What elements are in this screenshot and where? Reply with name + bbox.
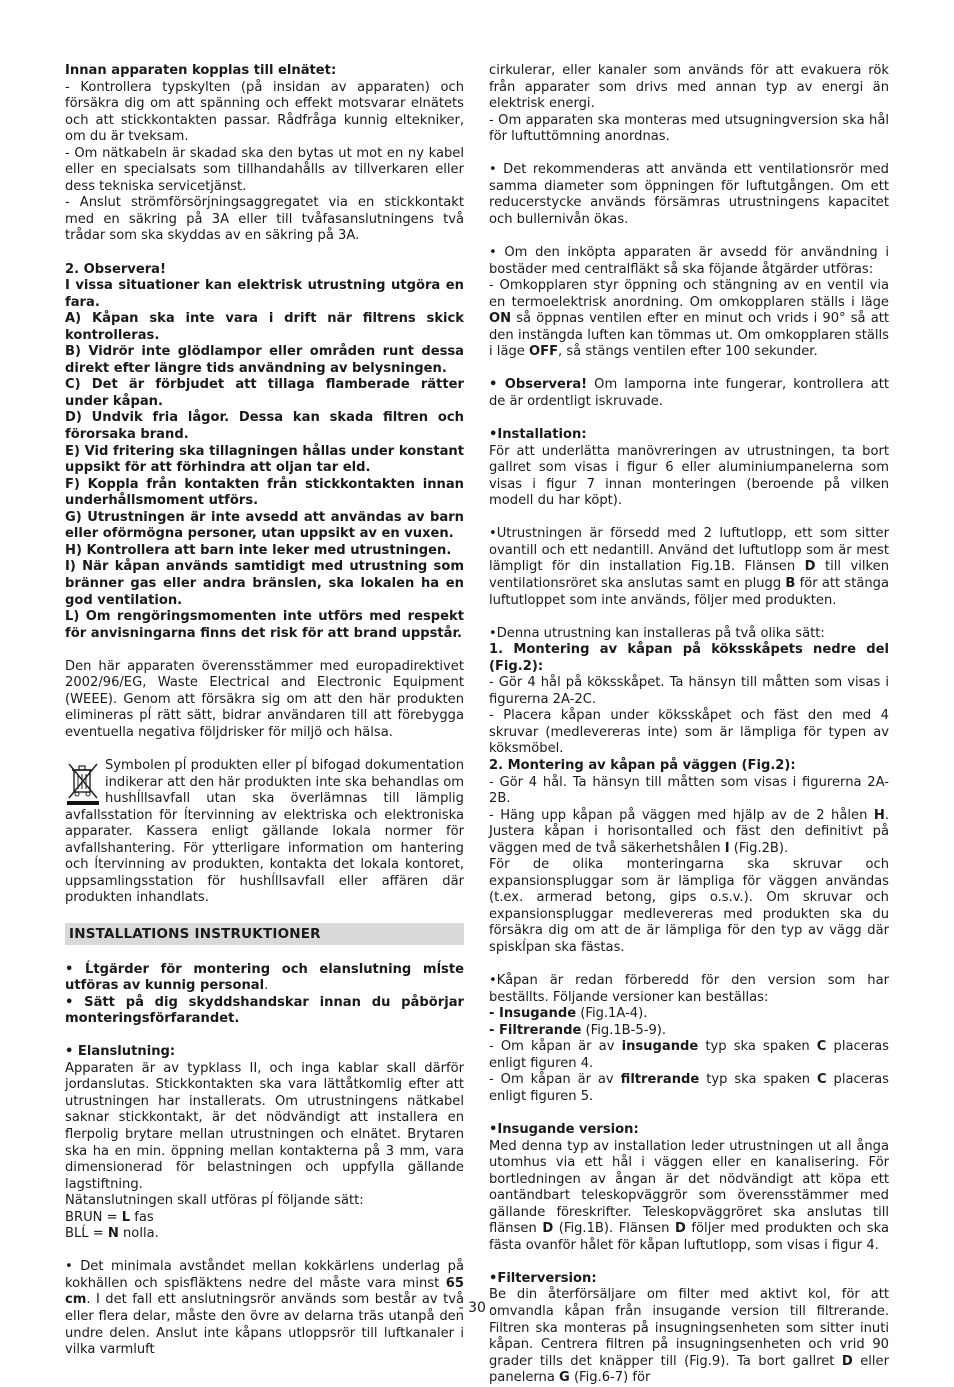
warning-line: B) Vidrör inte glödlampor eller områden runt dessa direkt efter längre tids användning av belysningen. <box>65 344 464 376</box>
crossed-bin-icon <box>65 760 101 806</box>
section-title: 2. Observera! <box>65 261 166 277</box>
paragraph: - Gör 4 hål. Ta hänsyn till måtten som visas i figurerna 2A-2B. <box>489 774 889 807</box>
section-title: • Elanslutning: <box>65 1044 176 1060</box>
paragraph: Be din återförsäljare om filter med aktivt kol, för att omvandla kåpan från insugande version till filtrerande. Filtren ska monteras på insugningsenheten som sitter inuti kåpan. Centrera filtren på insugningsenheten och vrid 90 grader tills det knäpper till (Fig.9). Ta bort gallret D eller panelerna G (Fig.6-7) för <box>489 1287 889 1386</box>
section-title: •Filterversion: <box>489 1270 597 1286</box>
install-note-2: • Sätt på dig skyddshandskar innan du påbörjar monteringsförfarandet. <box>65 994 464 1027</box>
paragraph: Apparaten är av typklass II, och inga kablar skall därför jordanslutas. Stickkontakten ska vara lättåtkomlig efter att utrustningen har installerats. Om utrustningens nätkabel saknar stickkontakt, är det nödvändigt att installera en flerpolig brytare mellan utrustningen och elnätet. Brytaren ska ha en min. öppning mellan kontakterna på 3 mm, vara dimensionerad för belastningen och uppfylla gällande lagstiftning. <box>65 1060 464 1192</box>
paragraph: •Kåpan är redan förberedd för den version som har beställts. Följande versioner kan beställas: <box>489 973 889 1005</box>
page-number: - 30 - <box>458 1300 496 1316</box>
paragraph: • Observera! Om lamporna inte fungerar, kontrollera att de är ordentligt iskruvade. <box>489 377 889 409</box>
paragraph: - Anslut strömförsörjningsaggregatet via en stickkontakt med en säkring på 3A eller till tvåfasanslutningens två trådar som ska skyddas av en säkring på 3A. <box>65 195 464 244</box>
warning-line: I) När kåpan används samtidigt med utrustning som bränner gas eller andra bränslen, ska lokalen ha en god ventilation. <box>65 559 464 608</box>
paragraph: - Placera kåpan under köksskåpet och fäst den med 4 skruvar (medlevereras inte) som är lämpliga för typen av köksmöbel. <box>489 708 889 757</box>
paragraph: •Denna utrustning kan installeras på två olika sätt: <box>489 625 825 641</box>
right-column <box>489 63 889 1387</box>
version-item: - Filtrerande (Fig.1B-5-9). <box>489 1022 667 1038</box>
section-title: 2. Montering av kåpan på väggen (Fig.2): <box>489 757 796 773</box>
symbol-paragraph: Symbolen pĺ produkten eller pĺ bifogad dokumentation indikerar att den här produkten inte ska behandlas om hushĺllsavfall utan ska överlämnas till lämplig avfallsstation för ĺtervinning av elektriska och elektroniska apparater. Kassera enligt gällande lokala normer för avfallshantering. För ytterligare information om hantering och ĺtervinning av produkten, kontakta det lokala kontoret, uppsamlingsstation för hushĺllsavfall eller affären där produkten inhandlats. <box>65 757 464 906</box>
warning-line: I vissa situationer kan elektrisk utrustning utgöra en fara. <box>65 278 464 310</box>
section-title: •Installation: <box>489 427 587 443</box>
version-item: - Insugande (Fig.1A-4). <box>489 1006 648 1022</box>
paragraph: - Om kåpan är av insugande typ ska spaken C placeras enligt figuren 4. <box>489 1039 889 1071</box>
wire-brown: BRUN = L fas <box>65 1209 154 1225</box>
section-title: Innan apparaten kopplas till elnätet: <box>65 63 337 78</box>
paragraph: Med denna typ av installation leder utrustningen ut all ånga utomhus via ett hål i väggen eller en kanalisering. För bortledningen av ångan är det nödvändigt att köpa ett oantändbart teleskopväggrör som överensstämmer med gällande föreskrifter. Teleskopväggröret ska anslutas till flänsen D (Fig.1B). Flänsen D följer med produkten och ska fästa ovanför hålet för kåpan luftutlopp, som visas i figur 4. <box>489 1138 889 1253</box>
warning-line: L) Om rengöringsmomenten inte utförs med respekt för anvisningarna finns det risk för att brand uppstår. <box>65 609 464 641</box>
warning-line: D) Undvik fria lågor. Dessa kan skada filtren och förorsaka brand. <box>65 410 464 443</box>
paragraph: - Kontrollera typskylten (på insidan av apparaten) och försäkra dig om att spänning och effekt motsvarar elnätets och att stickkontakten passar. Rådfråga kunnig eltekniker, om du är tveksam. <box>65 79 464 145</box>
warning-line: H) Kontrollera att barn inte leker med utrustningen. <box>65 542 452 558</box>
section-heading: INSTALLATIONS INSTRUKTIONER <box>65 923 464 945</box>
paragraph: För att underlätta manövreringen av utrustningen, ta bort gallret som visas i figur 6 eller aluminiumpanelerna som visas i figur 7 innan monteringen (beroende på vilken modell du har köpt). <box>489 443 889 509</box>
paragraph: - Omkopplaren styr öppning och stängning av en ventil via en termoelektrisk anordning. Om omkopplaren ställs i läge ON så öppnas ventilen efter en minut och vrids i 90° så att den instängda luften kan tömmas ut. Om omkopplaren ställs i läge OFF, så stängs ventilen efter 100 sekunder. <box>489 278 889 360</box>
paragraph: Nätanslutningen skall utföras pĺ följande sätt: <box>65 1193 364 1209</box>
wire-blue: BLĹ = N nolla. <box>65 1226 159 1242</box>
warning-line: E) Vid fritering ska tillagningen hållas under konstant uppsikt för att förhindra att oljan tar eld. <box>65 443 464 476</box>
section-title: 1. Montering av kåpan på köksskåpets nedre del (Fig.2): <box>489 642 889 674</box>
paragraph: • Om den inköpta apparaten är avsedd för användning i bostäder med centralfläkt så ska föjande åtgärder utföras: <box>489 245 889 277</box>
install-note-1: • Ĺtgärder för montering och elanslutning mĺste utföras av kunnig personal. <box>65 961 464 994</box>
paragraph: - Om apparaten ska monteras med utsugningversion ska hål för luftuttömning anordnas. <box>489 112 889 145</box>
left-column <box>65 63 464 1359</box>
paragraph: • Det minimala avståndet mellan kokkärlens underlag på kokhällen och spisfläktens nedre del måste vara minst 65 cm. I det fall ett anslutningsrör används som består av två eller flera delar, måste den övre av delarna träs utanpå den undre delen. Anslut inte kåpans utloppsrör till luftkanaler i vilka varmluft <box>65 1259 464 1358</box>
warning-line: G) Utrustningen är inte avsedd att användas av barn eller oförmögna personer, utan uppsikt av en vuxen. <box>65 509 464 542</box>
paragraph: - Gör 4 hål på köksskåpet. Ta hänsyn till måtten som visas i figurerna 2A-2C. <box>489 675 889 707</box>
weee-symbol-block <box>65 758 464 907</box>
paragraph: - Om kåpan är av filtrerande typ ska spaken C placeras enligt figuren 5. <box>489 1072 889 1104</box>
paragraph: För de olika monteringarna ska skruvar och expansionspluggar som är lämpliga för väggen användas (t.ex. armerad betong, gips o.s.v.). Om skruvar och expansionspluggar medlevereras med produkten ska du försäkra dig om att de är lämpliga för den typ av vägg där spiskĺpan ska fästas. <box>489 857 889 955</box>
paragraph: • Det rekommenderas att använda ett ventilationsrör med samma diameter som öppningen för luftutgången. Om ett reducerstycke används försämras utrustningens kapacitet och bullernivån ökas. <box>489 162 889 227</box>
warning-line: A) Kåpan ska inte vara i drift när filtrens skick kontrolleras. <box>65 311 464 343</box>
paragraph: - Om nätkabeln är skadad ska den bytas ut mot en ny kabel eller en specialsats som tillhandahålls av tillverkaren eller dess tekniska servicetjänst. <box>65 145 464 194</box>
paragraph: - Häng upp kåpan på väggen med hjälp av de 2 hålen H. Justera kåpan i horisontalled och fäst den definitivt på väggen med de två säkerhetshålen I (Fig.2B). <box>489 807 889 856</box>
paragraph: cirkulerar, eller kanaler som används för att evakuera rök från apparater som drivs med annan typ av energi än elektrisk energi. <box>489 63 889 112</box>
weee-paragraph: Den här apparaten överensstämmer med europadirektivet 2002/96/EG, Waste Electrical and Electronic Equipment (WEEE). Genom att försäkra sig om att den här produkten elimineras pĺ rätt sätt, bidrar användaren till att förebygga eventuella negativa följdrisker för miljö och hälsa. <box>65 658 464 740</box>
paragraph: •Utrustningen är försedd med 2 luftutlopp, ett som sitter ovantill och ett nedantill. Använd det luftutlopp som är mest lämpligt för din installation Fig.1B. Flänsen D till vilken ventilationsröret ska anslutas samt en plugg B för att stänga luftutloppet som inte används, följer med produkten. <box>489 526 889 608</box>
section-title: •Insugande version: <box>489 1122 639 1137</box>
warning-line: C) Det är förbjudet att tillaga flamberade rätter under kåpan. <box>65 377 464 409</box>
warning-line: F) Koppla från kontakten från stickkontakten innan underhållsmoment utförs. <box>65 476 464 509</box>
